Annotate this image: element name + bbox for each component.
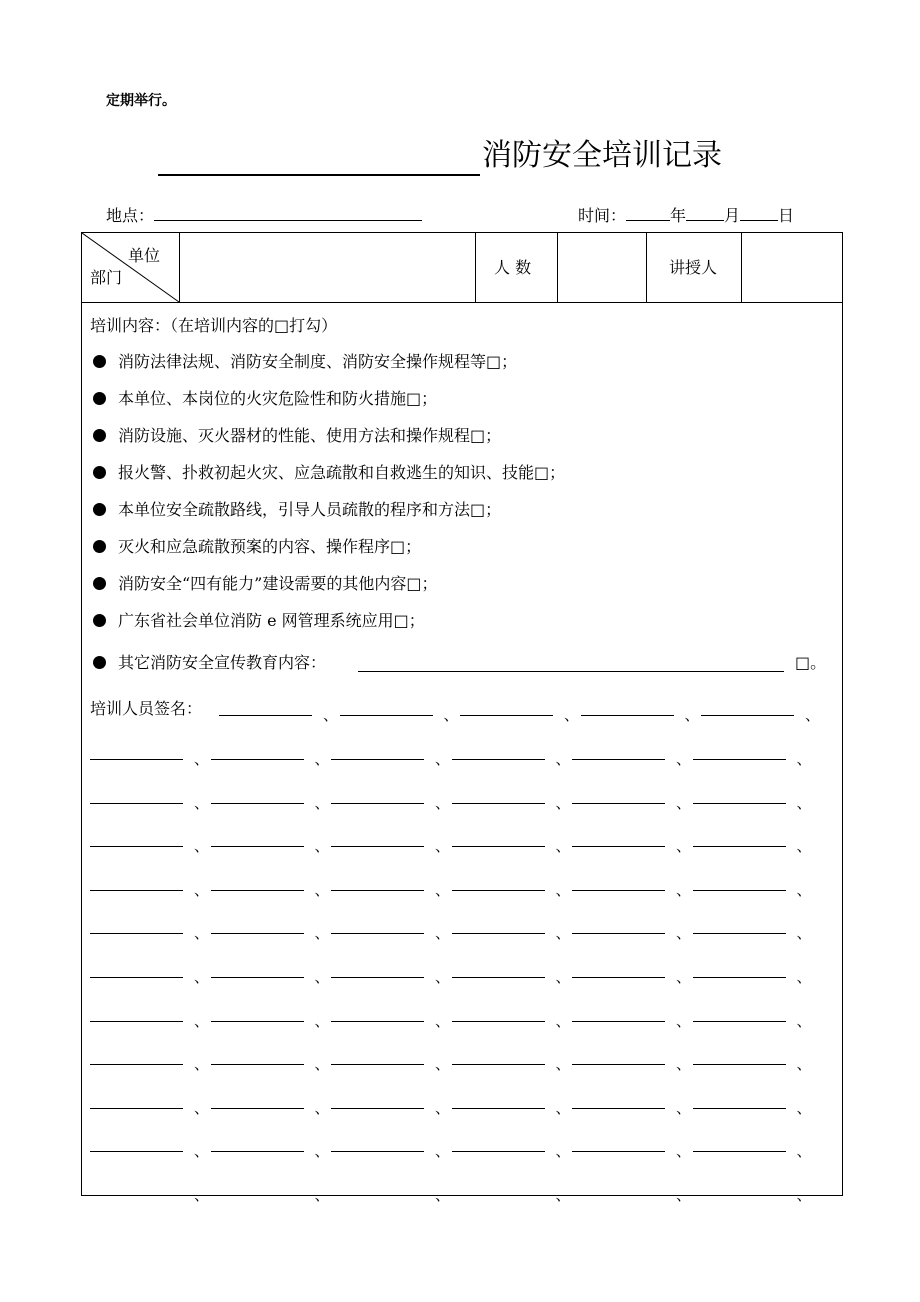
- signature-blank[interactable]: [90, 890, 183, 891]
- signature-blank[interactable]: [331, 803, 424, 804]
- signature-blank[interactable]: [572, 977, 665, 978]
- signature-blank[interactable]: [581, 715, 674, 716]
- signature-separator: 、: [796, 880, 812, 899]
- signature-separator: 、: [194, 1011, 210, 1030]
- signature-separator: 、: [435, 793, 451, 812]
- signature-blank[interactable]: [211, 1021, 304, 1022]
- signature-separator: 、: [676, 880, 692, 899]
- bullet-icon: [93, 392, 106, 405]
- signature-blank[interactable]: [90, 1021, 183, 1022]
- signature-label: 培训人员签名：: [90, 699, 203, 718]
- signature-separator: 、: [796, 1055, 812, 1074]
- signature-blank[interactable]: [90, 846, 183, 847]
- signature-separator: 、: [435, 924, 451, 943]
- signature-blank[interactable]: [572, 1108, 665, 1109]
- signature-blank[interactable]: [211, 803, 304, 804]
- signature-blank[interactable]: [572, 846, 665, 847]
- department-label: 部门: [90, 268, 123, 287]
- signature-separator: 、: [676, 1142, 692, 1161]
- signature-blank[interactable]: [331, 1195, 424, 1196]
- content-item[interactable]: 本单位、本岗位的火灾危险性和防火措施□；: [118, 389, 438, 408]
- signature-separator: 、: [314, 1011, 330, 1030]
- signature-blank[interactable]: [219, 715, 312, 716]
- title-blank-line: [158, 174, 480, 176]
- signature-separator: 、: [676, 793, 692, 812]
- signature-separator: 、: [555, 880, 571, 899]
- signature-separator: 、: [435, 968, 451, 986]
- signature-separator: 、: [796, 1142, 812, 1161]
- bullet-icon: [93, 577, 106, 590]
- year-blank[interactable]: [626, 204, 670, 221]
- signature-blank[interactable]: [693, 1108, 786, 1109]
- signature-blank[interactable]: [572, 1064, 665, 1065]
- signature-separator: 、: [435, 750, 451, 768]
- signature-separator: 、: [194, 1186, 210, 1204]
- signature-separator: 、: [805, 706, 821, 724]
- bullet-icon: [93, 503, 106, 516]
- signature-blank[interactable]: [211, 1108, 304, 1109]
- signature-separator: 、: [676, 837, 692, 856]
- signature-blank[interactable]: [90, 977, 183, 978]
- unit-label: 单位: [128, 246, 161, 265]
- signature-blank[interactable]: [211, 759, 304, 760]
- signature-separator: 、: [555, 924, 571, 943]
- signature-blank[interactable]: [331, 846, 424, 847]
- content-item[interactable]: 消防设施、灭火器材的性能、使用方法和操作规程□；: [118, 426, 502, 445]
- signature-blank[interactable]: [90, 1195, 183, 1196]
- signature-separator: 、: [314, 880, 330, 899]
- year-label: 年: [670, 206, 687, 225]
- signature-blank[interactable]: [331, 759, 424, 760]
- signature-blank[interactable]: [452, 977, 545, 978]
- headcount-value-cell[interactable]: [558, 233, 646, 302]
- signature-separator: 、: [555, 1055, 571, 1074]
- header-row-divider: [82, 302, 842, 303]
- content-item[interactable]: 本单位安全疏散路线，引导人员疏散的程序和方法□；: [118, 500, 502, 519]
- signature-separator: 、: [314, 837, 330, 856]
- signature-blank[interactable]: [211, 1151, 304, 1152]
- signature-blank[interactable]: [572, 1021, 665, 1022]
- content-item[interactable]: 消防法律法规、消防安全制度、消防安全操作规程等□；: [118, 352, 518, 371]
- time-field: [578, 204, 794, 227]
- signature-blank[interactable]: [331, 1021, 424, 1022]
- signature-blank[interactable]: [211, 977, 304, 978]
- bullet-icon: [93, 656, 106, 669]
- signature-separator: 、: [435, 1186, 451, 1204]
- signature-blank[interactable]: [693, 846, 786, 847]
- signature-separator: 、: [314, 1186, 330, 1204]
- signature-blank[interactable]: [90, 1151, 183, 1152]
- signature-separator: 、: [435, 1055, 451, 1074]
- day-blank[interactable]: [740, 204, 778, 221]
- signature-separator: 、: [314, 968, 330, 986]
- signature-blank[interactable]: [693, 759, 786, 760]
- signature-blank[interactable]: [693, 977, 786, 978]
- month-blank[interactable]: [686, 204, 724, 221]
- signature-separator: 、: [194, 968, 210, 986]
- location-blank[interactable]: [154, 204, 422, 221]
- signature-blank[interactable]: [572, 759, 665, 760]
- signature-blank[interactable]: [693, 1021, 786, 1022]
- signature-separator: 、: [676, 968, 692, 986]
- signature-blank[interactable]: [90, 1108, 183, 1109]
- signature-separator: 、: [194, 837, 210, 856]
- bullet-icon: [93, 540, 106, 553]
- signature-blank[interactable]: [572, 803, 665, 804]
- location-label: 地点：: [106, 206, 155, 225]
- content-item[interactable]: 广东省社会单位消防 e 网管理系统应用□；: [118, 611, 425, 630]
- signature-separator: 、: [796, 837, 812, 856]
- signature-blank[interactable]: [452, 846, 545, 847]
- signature-blank[interactable]: [211, 890, 304, 891]
- signature-separator: 、: [194, 1142, 210, 1161]
- signature-blank[interactable]: [452, 1195, 545, 1196]
- signature-separator: 、: [194, 793, 210, 812]
- signature-blank[interactable]: [211, 846, 304, 847]
- signature-blank[interactable]: [452, 1151, 545, 1152]
- signature-blank[interactable]: [452, 933, 545, 934]
- signature-separator: 、: [314, 924, 330, 943]
- bullet-icon: [93, 466, 106, 479]
- other-content-checkbox[interactable]: □。: [795, 653, 827, 672]
- signature-blank[interactable]: [331, 1108, 424, 1109]
- signature-separator: 、: [314, 750, 330, 768]
- signature-separator: 、: [194, 880, 210, 899]
- bullet-icon: [93, 614, 106, 627]
- page-title: 消防安全培训记录: [482, 138, 722, 173]
- signature-separator: 、: [796, 924, 812, 943]
- signature-blank[interactable]: [452, 1108, 545, 1109]
- signature-blank[interactable]: [693, 1064, 786, 1065]
- location-field: [106, 204, 422, 227]
- signature-separator: 、: [676, 1055, 692, 1074]
- content-item[interactable]: 灭火和应急疏散预案的内容、操作程序□；: [118, 537, 422, 556]
- bullet-icon: [93, 355, 106, 368]
- signature-blank[interactable]: [452, 759, 545, 760]
- col-divider: [475, 233, 476, 302]
- signature-blank[interactable]: [452, 1064, 545, 1065]
- headcount-label: 人 数: [494, 258, 532, 277]
- signature-separator: 、: [564, 706, 580, 724]
- bullet-icon: [93, 429, 106, 442]
- unit-value-cell[interactable]: [180, 233, 475, 302]
- signature-separator: 、: [435, 1098, 451, 1117]
- signature-blank[interactable]: [211, 1195, 304, 1196]
- signature-separator: 、: [555, 837, 571, 856]
- other-content-blank[interactable]: [358, 671, 784, 672]
- signature-blank[interactable]: [572, 1195, 665, 1196]
- signature-separator: 、: [194, 1055, 210, 1074]
- signature-blank[interactable]: [331, 1064, 424, 1065]
- signature-separator: 、: [555, 1098, 571, 1117]
- signature-blank[interactable]: [572, 933, 665, 934]
- signature-blank[interactable]: [331, 933, 424, 934]
- signature-separator: 、: [796, 1186, 812, 1204]
- lecturer-label: 讲授人: [669, 258, 718, 277]
- signature-blank[interactable]: [331, 890, 424, 891]
- content-heading: 培训内容：（在培训内容的□打勾）: [90, 316, 338, 335]
- signature-separator: 、: [435, 1011, 451, 1030]
- signature-separator: 、: [796, 750, 812, 768]
- signature-separator: 、: [555, 1142, 571, 1161]
- signature-separator: 、: [796, 793, 812, 812]
- signature-blank[interactable]: [693, 1195, 786, 1196]
- signature-blank[interactable]: [452, 890, 545, 891]
- signature-blank[interactable]: [211, 1064, 304, 1065]
- month-label: 月: [724, 206, 741, 225]
- signature-blank[interactable]: [331, 977, 424, 978]
- signature-blank[interactable]: [452, 803, 545, 804]
- signature-separator: 、: [676, 1098, 692, 1117]
- signature-separator: 、: [684, 706, 700, 724]
- other-content-label: 其它消防安全宣传教育内容：: [118, 653, 327, 672]
- signature-blank[interactable]: [331, 1151, 424, 1152]
- signature-blank[interactable]: [693, 803, 786, 804]
- signature-separator: 、: [435, 837, 451, 856]
- signature-separator: 、: [796, 968, 812, 986]
- signature-separator: 、: [555, 1011, 571, 1030]
- signature-blank[interactable]: [90, 803, 183, 804]
- signature-blank[interactable]: [452, 1021, 545, 1022]
- signature-separator: 、: [194, 750, 210, 768]
- signature-separator: 、: [443, 706, 459, 724]
- signature-blank[interactable]: [90, 1064, 183, 1065]
- signature-separator: 、: [676, 1011, 692, 1030]
- signature-separator: 、: [676, 1186, 692, 1204]
- signature-blank[interactable]: [693, 933, 786, 934]
- signature-separator: 、: [314, 1055, 330, 1074]
- signature-separator: 、: [435, 880, 451, 899]
- signature-separator: 、: [555, 750, 571, 768]
- content-item[interactable]: 报火警、扑救初起火灾、应急疏散和自救逃生的知识、技能□；: [118, 463, 566, 482]
- signature-separator: 、: [676, 750, 692, 768]
- signature-blank[interactable]: [90, 759, 183, 760]
- signature-separator: 、: [314, 1098, 330, 1117]
- signature-blank[interactable]: [693, 1151, 786, 1152]
- signature-separator: 、: [796, 1011, 812, 1030]
- time-label: 时间：: [578, 206, 627, 225]
- signature-blank[interactable]: [572, 1151, 665, 1152]
- signature-separator: 、: [555, 793, 571, 812]
- signature-separator: 、: [796, 1098, 812, 1117]
- signature-blank[interactable]: [572, 890, 665, 891]
- signature-separator: 、: [194, 1098, 210, 1117]
- signature-blank[interactable]: [693, 890, 786, 891]
- signature-blank[interactable]: [701, 715, 794, 716]
- signature-blank[interactable]: [460, 715, 553, 716]
- signature-separator: 、: [194, 924, 210, 943]
- content-item[interactable]: 消防安全“四有能力”建设需要的其他内容□；: [118, 574, 438, 593]
- signature-blank[interactable]: [90, 933, 183, 934]
- signature-blank[interactable]: [211, 933, 304, 934]
- top-note: 定期举行。: [106, 93, 176, 109]
- signature-separator: 、: [314, 1142, 330, 1161]
- lecturer-value-cell[interactable]: [742, 233, 842, 302]
- signature-blank[interactable]: [340, 715, 433, 716]
- signature-separator: 、: [555, 968, 571, 986]
- signature-separator: 、: [555, 1186, 571, 1204]
- signature-separator: 、: [435, 1142, 451, 1161]
- day-label: 日: [778, 206, 795, 225]
- signature-separator: 、: [676, 924, 692, 943]
- col-divider: [646, 233, 647, 302]
- signature-separator: 、: [314, 793, 330, 812]
- signature-separator: 、: [323, 706, 339, 724]
